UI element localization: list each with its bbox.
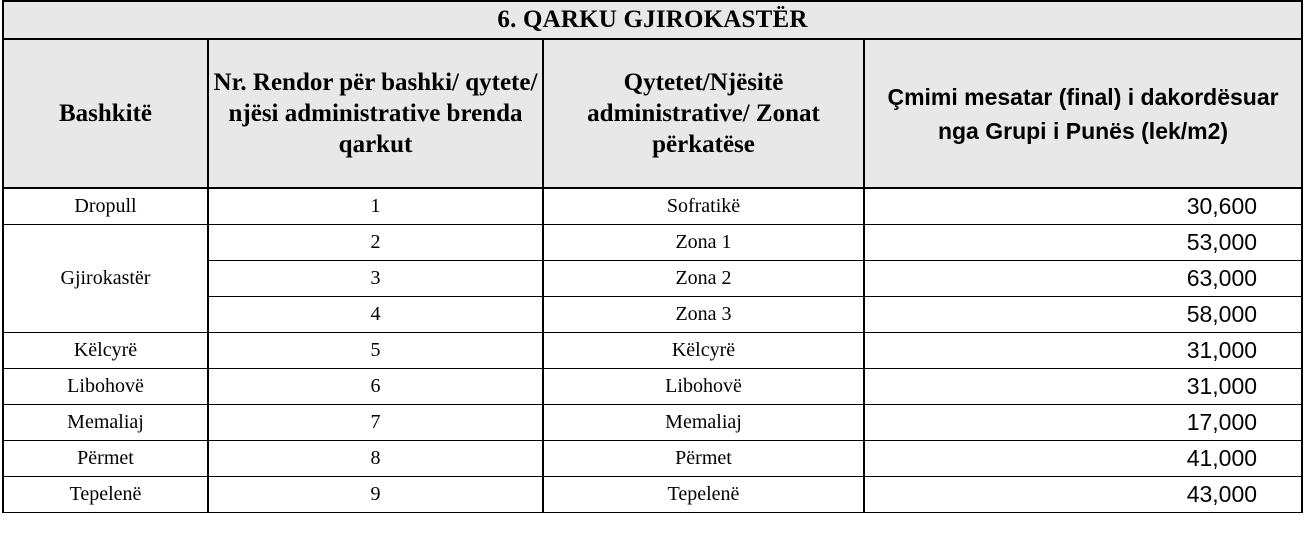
cell-order-number: 3 bbox=[208, 261, 543, 297]
cell-order-number: 9 bbox=[208, 477, 543, 513]
cell-zone: Këlcyrë bbox=[543, 333, 864, 369]
cell-price: 17,000 bbox=[864, 405, 1302, 441]
cell-zone: Memaliaj bbox=[543, 405, 864, 441]
header-zone: Qytetet/Njësitë administrative/ Zonat përkatëse bbox=[543, 39, 864, 188]
cell-price: 58,000 bbox=[864, 297, 1302, 333]
table-title: 6. QARKU GJIROKASTËR bbox=[3, 1, 1302, 39]
cell-price: 31,000 bbox=[864, 369, 1302, 405]
cell-municipality: Dropull bbox=[3, 188, 208, 225]
header-row bbox=[3, 39, 1302, 188]
cell-zone: Zona 1 bbox=[543, 225, 864, 261]
cell-order-number: 4 bbox=[208, 297, 543, 333]
cell-price: 63,000 bbox=[864, 261, 1302, 297]
header-municipality: Bashkitë bbox=[3, 39, 208, 188]
cell-order-number: 7 bbox=[208, 405, 543, 441]
table-row bbox=[3, 441, 1302, 477]
header-price: Çmimi mesatar (final) i dakordësuar nga Grupi i Punës (lek/m2) bbox=[864, 39, 1302, 188]
table-row bbox=[3, 188, 1302, 225]
cell-order-number: 5 bbox=[208, 333, 543, 369]
cell-zone: Zona 2 bbox=[543, 261, 864, 297]
cell-order-number: 2 bbox=[208, 225, 543, 261]
table-row bbox=[3, 333, 1302, 369]
title-row bbox=[3, 1, 1302, 39]
cell-order-number: 1 bbox=[208, 188, 543, 225]
table-row bbox=[3, 369, 1302, 405]
cell-municipality: Memaliaj bbox=[3, 405, 208, 441]
cell-price: 31,000 bbox=[864, 333, 1302, 369]
cell-price: 41,000 bbox=[864, 441, 1302, 477]
table-row bbox=[3, 477, 1302, 513]
cell-zone: Sofratikë bbox=[543, 188, 864, 225]
cell-zone: Përmet bbox=[543, 441, 864, 477]
cell-price: 30,600 bbox=[864, 188, 1302, 225]
table-row bbox=[3, 225, 1302, 261]
cell-order-number: 8 bbox=[208, 441, 543, 477]
cell-price: 43,000 bbox=[864, 477, 1302, 513]
cell-municipality: Tepelenë bbox=[3, 477, 208, 513]
table-row bbox=[3, 405, 1302, 441]
header-order-number: Nr. Rendor për bashki/ qytete/ njësi administrative brenda qarkut bbox=[208, 39, 543, 188]
cell-order-number: 6 bbox=[208, 369, 543, 405]
cell-municipality: Libohovë bbox=[3, 369, 208, 405]
price-table bbox=[2, 0, 1303, 513]
cell-municipality: Gjirokastër bbox=[3, 225, 208, 333]
cell-municipality: Këlcyrë bbox=[3, 333, 208, 369]
cell-zone: Libohovë bbox=[543, 369, 864, 405]
price-table-sheet bbox=[2, 0, 1301, 543]
cell-zone: Zona 3 bbox=[543, 297, 864, 333]
cell-zone: Tepelenë bbox=[543, 477, 864, 513]
cell-municipality: Përmet bbox=[3, 441, 208, 477]
cell-price: 53,000 bbox=[864, 225, 1302, 261]
